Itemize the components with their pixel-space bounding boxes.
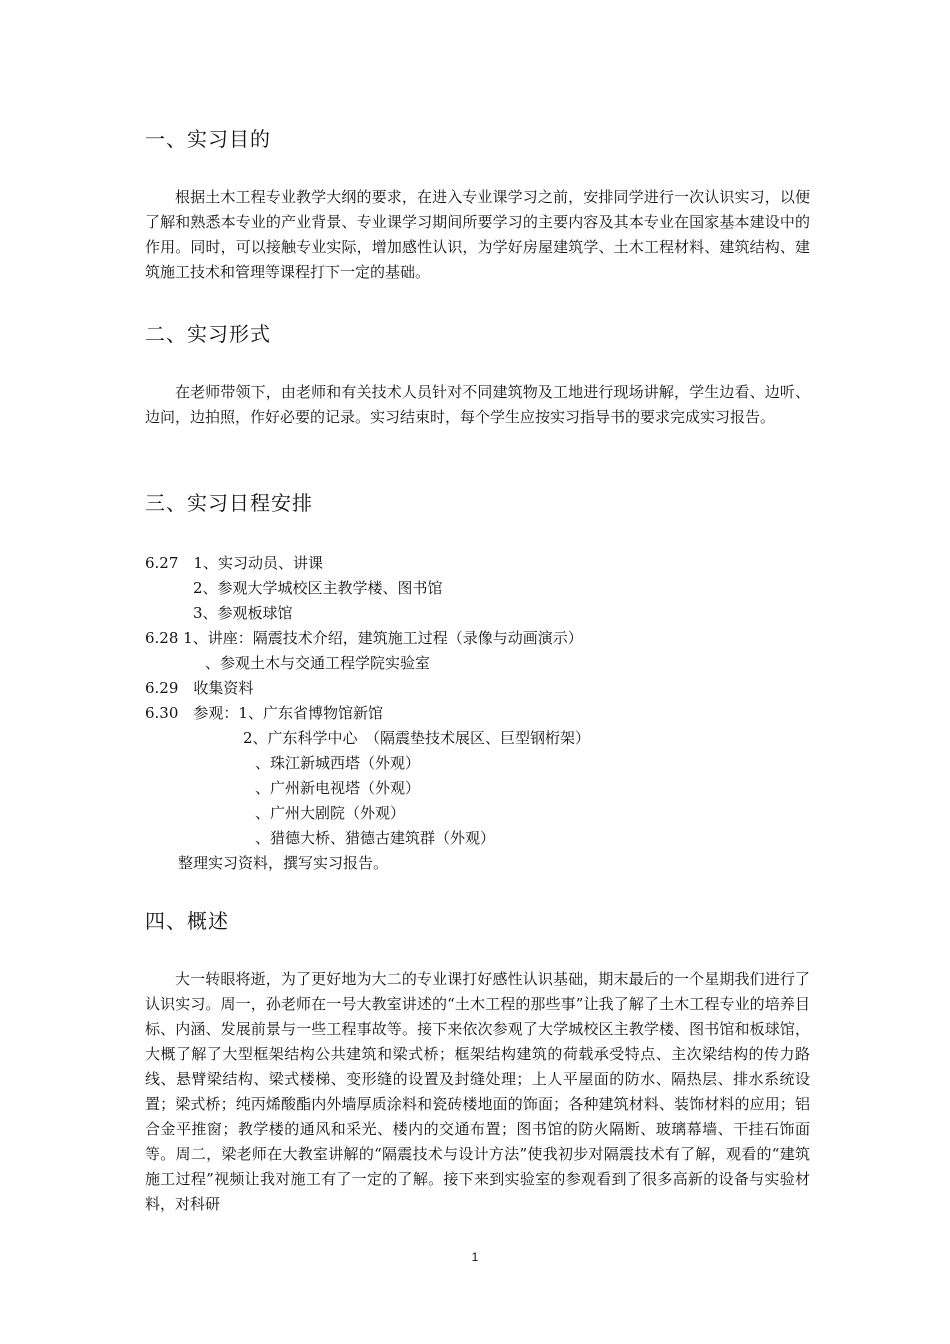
section-heading-purpose: 一、实习目的 <box>145 127 271 151</box>
schedule-line: 整理实习资料，撰写实习报告。 <box>178 854 389 872</box>
section-heading-schedule: 三、实习日程安排 <box>145 491 313 515</box>
schedule-line: 3、参观板球馆 <box>193 604 293 622</box>
schedule-line: 、珠江新城西塔（外观） <box>255 754 421 772</box>
paragraph-overview: 大一转眼将逝，为了更好地为大二的专业课打好感性认识基础，期末最后的一个星期我们进行了认识实习。周一，孙老师在一号大教室讲述的“土木工程的那些事”让我了解了土木工程专业的培养目标、内涵、发展前景与一些工程事故等。接下来依次参观了大学城校区主教学楼、图书馆和板球馆，大概了解了大型框架结构公共建筑和梁式桥；框架结构建筑的荷载承受特点、主次梁结构的传力路线、悬臂梁结构、梁式楼梯、变形缝的设置及封缝处理；上人平屋面的防水、隔热层、排水系统设置；梁式桥；纯丙烯酸酯内外墙厚质涂料和瓷砖楼地面的饰面；各种建筑材料、装饰材料的应用；铝合金平推窗；教学楼的通风和采光、楼内的交通布置；图书馆的防火隔断、玻璃幕墙、干挂石饰面等。周二，梁老师在大教室讲解的“隔震技术与设计方法”使我初步对隔震技术有了解，观看的“建筑施工过程”视频让我对施工有了一定的了解。接下来到实验室的参观看到了很多高新的设备与实验材料，对科研 <box>145 970 810 1213</box>
schedule-line: 6.28 1、讲座：隔震技术介绍，建筑施工过程（录像与动画演示） <box>145 629 583 647</box>
page-number: 1 <box>471 1250 479 1264</box>
schedule-line: 6.27 1、实习动员、讲课 <box>145 554 323 572</box>
schedule-line: 6.29 收集资料 <box>145 679 254 697</box>
schedule-line: 、广州新电视塔（外观） <box>255 779 421 797</box>
schedule-line: 2、参观大学城校区主教学楼、图书馆 <box>193 579 443 597</box>
schedule-line: 6.30 参观：1、广东省博物馆新馆 <box>145 704 383 722</box>
schedule-line: 、猎德大桥、猎德古建筑群（外观） <box>255 829 496 847</box>
section-heading-form: 二、实习形式 <box>145 322 271 346</box>
schedule-line: 、参观土木与交通工程学院实验室 <box>205 654 431 672</box>
paragraph-form: 在老师带领下，由老师和有关技术人员针对不同建筑物及工地进行现场讲解，学生边看、边听、边问，边拍照，作好必要的记录。实习结束时，每个学生应按实习指导书的要求完成实习报告。 <box>145 383 810 426</box>
schedule-line: 2、广东科学中心 （隔震垫技术展区、巨型钢桁架） <box>243 729 591 747</box>
paragraph-purpose: 根据土木工程专业教学大纲的要求，在进入专业课学习之前，安排同学进行一次认识实习，以便了解和熟悉本专业的产业背景、专业课学习期间所要学习的主要内容及其本专业在国家基本建设中的作用。同时，可以接触专业实际，增加感性认识，为学好房屋建筑学、土木工程材料、建筑结构、建筑施工技术和管理等课程打下一定的基础。 <box>145 188 810 281</box>
schedule-line: 、广州大剧院（外观） <box>255 804 406 822</box>
section-heading-overview: 四、概述 <box>145 909 229 933</box>
